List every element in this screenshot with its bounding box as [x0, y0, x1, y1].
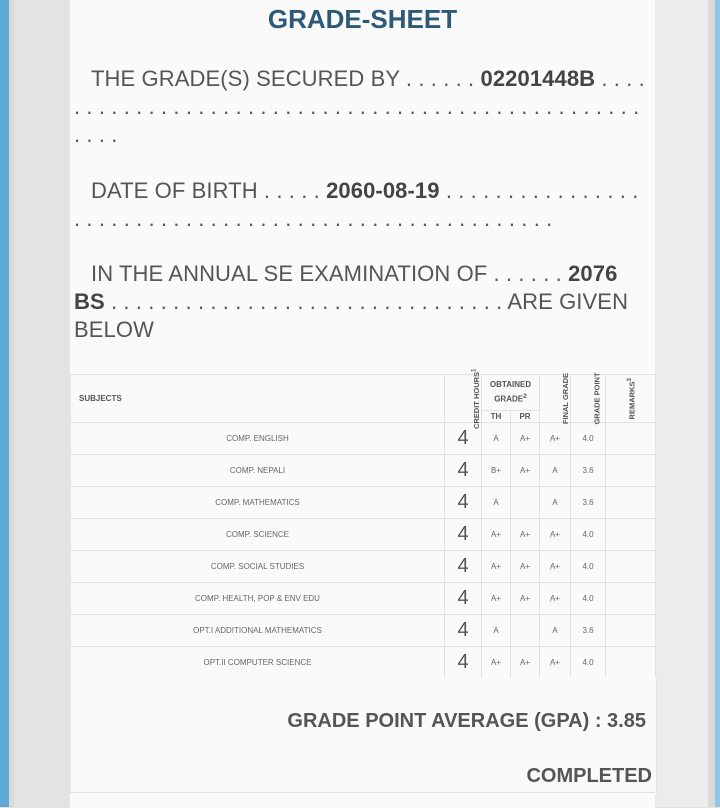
remarks-sup: 3: [625, 377, 633, 382]
credit-hours-header: [445, 368, 482, 429]
subject-cell: COMP. SOCIAL STUDIES: [71, 551, 445, 583]
gpa-summary: GRADE POINT AVERAGE (GPA) : 3.85: [287, 710, 646, 732]
obtained-grade-line1: OBTAINED: [489, 380, 532, 390]
examination-line: [74, 260, 650, 344]
table-row: [71, 647, 656, 679]
grade-point-cell: 3.6: [571, 455, 606, 487]
exam-suffix: . . . . . . . . . . . . . . . . . . . . . . . . . . . . . . . . ARE GIVEN BELOW: [74, 289, 629, 342]
final-grade-cell: A+: [540, 423, 571, 455]
secured-by-dots: . . . . . . . . . . . . . . . . . . . . . . . . . . . . . . . . . . . . . . . . . . . . . . . . . . . . . .: [74, 66, 645, 147]
grade-point-cell: 4.0: [571, 551, 606, 583]
remarks-cell: [606, 647, 656, 679]
th-grade-cell: A: [482, 423, 511, 455]
subject-cell: COMP. ENGLISH: [71, 423, 445, 455]
table-row: [71, 551, 656, 583]
obtained-grade-header: [482, 375, 540, 411]
credit-cell: 4: [445, 583, 482, 615]
left-screen-edge: [0, 0, 14, 807]
remarks-cell: [606, 487, 656, 519]
final-grade-cell: A: [540, 455, 571, 487]
page-title: GRADE-SHEET: [267, 4, 458, 34]
grade-point-cell: 4.0: [571, 583, 606, 615]
subject-cell: OPT.II COMPUTER SCIENCE: [71, 647, 445, 679]
subjects-header: SUBJECTS: [71, 375, 445, 423]
remarks-cell: [606, 423, 656, 455]
subject-cell: COMP. SCIENCE: [71, 519, 445, 551]
exam-label: IN THE ANNUAL SE EXAMINATION OF . . . . . .: [91, 261, 569, 286]
subject-cell: COMP. HEALTH, POP & ENV EDU: [71, 583, 445, 615]
grade-point-cell: 4.0: [571, 647, 606, 679]
result-status: COMPLETED: [526, 765, 652, 787]
remarks-header: [606, 375, 656, 423]
grade-point-cell: 4.0: [571, 519, 606, 551]
th-grade-cell: B+: [482, 455, 511, 487]
final-grade-header-text: FINAL GRADE: [561, 372, 571, 425]
exam-year: 2076 BS: [74, 261, 618, 314]
dob-label: DATE OF BIRTH . . . . .: [91, 178, 327, 203]
table-row: [71, 487, 656, 519]
credit-hours-header-text: CREDIT HOURS: [472, 371, 482, 429]
table-row: [71, 583, 656, 615]
credit-cell: 4: [445, 519, 482, 551]
credit-hours-sup: 1: [470, 368, 478, 372]
th-grade-cell: A+: [482, 519, 511, 551]
table-row: [71, 615, 656, 647]
grade-point-cell: 3.6: [571, 615, 606, 647]
final-grade-cell: A+: [540, 519, 571, 551]
final-grade-cell: A: [540, 615, 571, 647]
bottom-row-edge: [70, 792, 655, 808]
secured-by-label: THE GRADE(S) SECURED BY . . . . . .: [91, 66, 481, 91]
remarks-cell: [606, 455, 656, 487]
th-grade-cell: A: [482, 615, 511, 647]
remarks-cell: [606, 615, 656, 647]
th-grade-cell: A: [482, 487, 511, 519]
date-of-birth-line: [74, 177, 650, 233]
pr-grade-cell: A+: [511, 423, 540, 455]
final-grade-cell: A+: [540, 583, 571, 615]
subject-cell: COMP. NEPALI: [71, 455, 445, 487]
th-grade-cell: A+: [482, 583, 511, 615]
grade-point-cell: 4.0: [571, 423, 606, 455]
right-screen-edge: [708, 0, 720, 807]
pr-grade-cell: A+: [511, 647, 540, 679]
credit-cell: 4: [445, 615, 482, 647]
dob-value: 2060-08-19: [326, 178, 440, 203]
remarks-cell: [606, 551, 656, 583]
credit-cell: 4: [445, 487, 482, 519]
pr-grade-cell: A+: [511, 519, 540, 551]
secured-by-line: [74, 65, 650, 149]
subject-cell: COMP. MATHEMATICS: [71, 487, 445, 519]
right-gutter: [655, 0, 708, 807]
pr-grade-cell: A+: [511, 455, 540, 487]
subject-cell: OPT.I ADDITIONAL MATHEMATICS: [71, 615, 445, 647]
credit-cell: 4: [445, 551, 482, 583]
remarks-cell: [606, 519, 656, 551]
table-row: [71, 455, 656, 487]
remarks-cell: [606, 583, 656, 615]
grades-table: [70, 368, 656, 679]
pr-grade-cell: [511, 615, 540, 647]
grade-point-header: [571, 372, 606, 425]
pr-grade-cell: A+: [511, 551, 540, 583]
final-grade-cell: A+: [540, 647, 571, 679]
th-grade-cell: A+: [482, 551, 511, 583]
credit-cell: 4: [445, 423, 482, 455]
obtained-grade-line2: GRADE: [494, 394, 524, 404]
symbol-number: 02201448B: [480, 66, 596, 91]
th-header: TH: [482, 411, 511, 423]
obtained-grade-sup: 2: [523, 393, 527, 401]
pr-header: PR: [511, 411, 540, 423]
final-grade-header: [540, 372, 571, 425]
credit-cell: 4: [445, 647, 482, 679]
pr-grade-cell: [511, 487, 540, 519]
credit-cell: 4: [445, 455, 482, 487]
dob-dots: . . . . . . . . . . . . . . . . . . . . . . . . . . . . . . . . . . . . . . . . . . . . . . . . . . . . . . .: [74, 178, 639, 231]
pr-grade-cell: A+: [511, 583, 540, 615]
table-row: [71, 519, 656, 551]
table-row: [71, 423, 656, 455]
final-grade-cell: A+: [540, 551, 571, 583]
grade-point-cell: 3.6: [571, 487, 606, 519]
final-grade-cell: A: [540, 487, 571, 519]
th-grade-cell: A+: [482, 647, 511, 679]
grade-point-header-text: GRADE POINT: [592, 372, 602, 425]
remarks-header-text: REMARKS: [627, 381, 637, 420]
